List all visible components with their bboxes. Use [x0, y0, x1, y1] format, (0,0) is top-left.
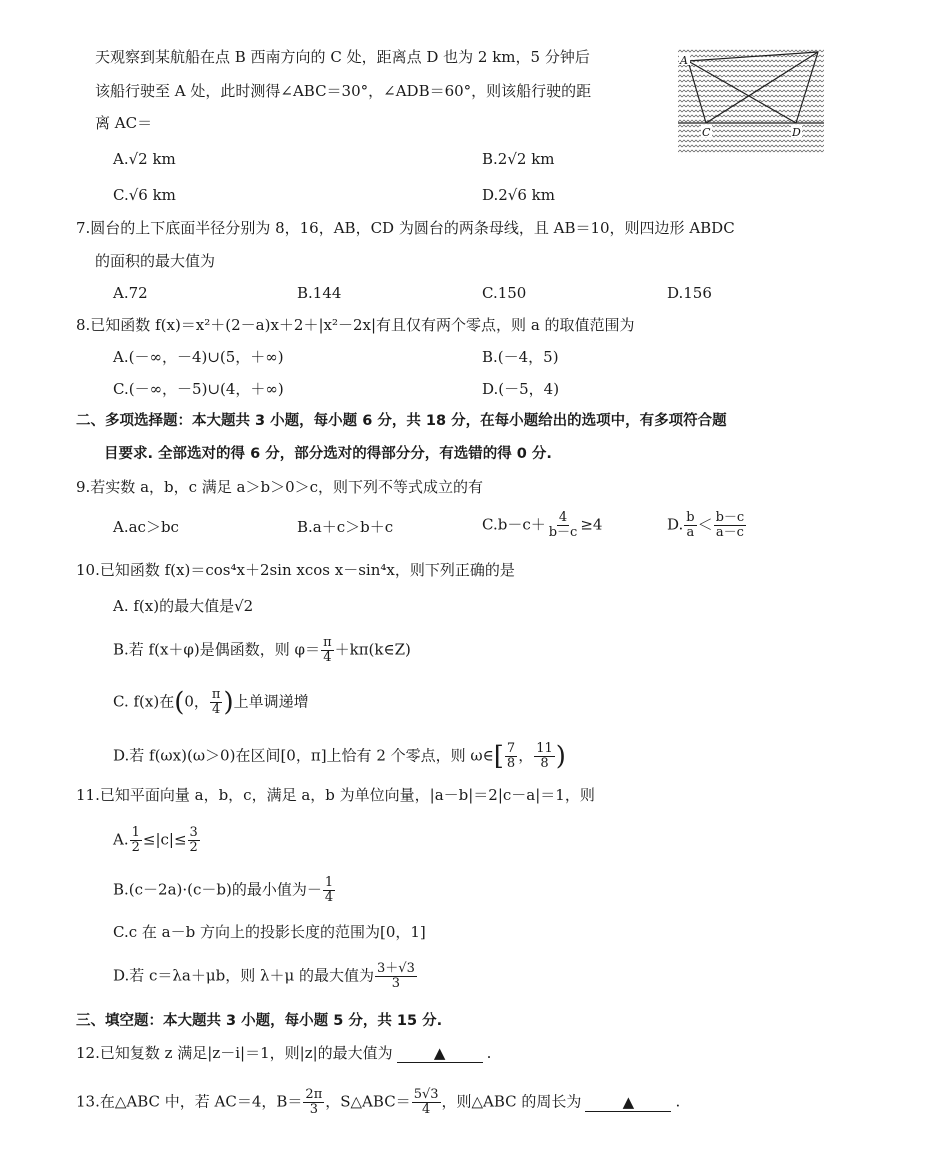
q13-answer-blank[interactable]: ▲	[585, 1093, 671, 1112]
q6-option-d: D.2√6 km	[482, 186, 555, 204]
q10-option-b: B.若 f(x＋φ)是偶函数，则 φ＝ $\frac{\pi}{4}$ ＋kπ(k∈Z)	[113, 635, 411, 665]
q9-stem: 9.若实数 a，b，c 满足 a＞b＞0＞c，则下列不等式成立的有	[76, 478, 484, 496]
label-c: C	[702, 126, 711, 139]
section-2-heading: 二、多项选择题：本大题共 3 小题，每小题 6 分，共 18 分，在每小题给出的选项中，有多项符合题	[76, 413, 727, 429]
q11-option-b: B.(c－2a)·(c－b)的最小值为－ $\frac{1}{4}$	[113, 875, 334, 905]
q6-option-a: A.√2 km	[113, 150, 176, 168]
q12-answer-blank[interactable]: ▲	[397, 1044, 483, 1063]
section-2-heading-cont: 目要求. 全部选对的得 6 分，部分选对的得部分分，有选错的得 0 分.	[104, 446, 552, 462]
q7-option-b: B.144	[297, 284, 342, 302]
q7-line-2: 的面积的最大值为	[95, 252, 216, 270]
q11-stem: 11.已知平面向量 a，b，c，满足 a，b 为单位向量，|a－b|＝2|c－a|＝1，则	[76, 786, 595, 804]
q10-stem: 10.已知函数 f(x)＝cos⁴x＋2sin xcos x－sin⁴x，则下列正确的是	[76, 561, 515, 579]
q8-option-c: C.(－∞，－5)∪(4，＋∞)	[113, 380, 284, 398]
label-a: A	[680, 54, 688, 67]
q10-option-d: D.若 f(ωx)(ω＞0)在区间[0，π]上恰有 2 个零点，则 ω∈[ $\frac{7}{8}$ ， $\frac{11}{8}$ )	[113, 741, 566, 772]
q13: 13.在△ABC 中，若 AC＝4，B＝ $\frac{2\pi}{3}$ ，S△ABC＝ $\frac{5√3}{4}$ ，则△ABC 的周长为 ▲ .	[76, 1087, 681, 1117]
q8-option-b: B.(－4，5)	[482, 348, 559, 366]
q9-option-d: D. $\frac{b}{a}$ ＜ $\frac{b-c}{a-c}$	[667, 510, 745, 540]
q9-option-b: B.a＋c＞b＋c	[297, 518, 394, 536]
q9-option-c: C.b－c＋ $\frac{4}{b-c}$ ≥4	[482, 510, 603, 540]
q8-option-d: D.(－5，4)	[482, 380, 560, 398]
q7-line-1: 7.圆台的上下底面半径分别为 8，16，AB，CD 为圆台的两条母线，且 AB＝10，则四边形 ABDC	[76, 219, 735, 237]
q7-option-c: C.150	[482, 284, 527, 302]
q12: 12.已知复数 z 满足|z－i|＝1，则|z|的最大值为 ▲ .	[76, 1044, 492, 1062]
q9-option-a: A.ac＞bc	[113, 518, 179, 536]
q6-line-3: 离 AC＝	[95, 114, 153, 132]
q10-option-c: C. f(x)在(0， $\frac{\pi}{4}$ )上单调递增	[113, 687, 309, 718]
q8-option-a: A.(－∞，－4)∪(5，＋∞)	[113, 348, 284, 366]
q6-option-c: C.√6 km	[113, 186, 176, 204]
section-3-heading: 三、填空题：本大题共 3 小题，每小题 5 分，共 15 分.	[76, 1013, 443, 1029]
q11-option-a: A. $\frac{1}{2}$ ≤|c|≤ $\frac{3}{2}$	[113, 825, 198, 855]
q10-option-a: A. f(x)的最大值是√2	[113, 597, 254, 615]
q7-option-a: A.72	[113, 284, 148, 302]
q6-line-2: 该船行驶至 A 处，此时测得∠ABC＝30°，∠ADB＝60°，则该船行驶的距	[95, 82, 592, 100]
q6-line-1: 天观察到某航船在点 B 西南方向的 C 处，距离点 D 也为 2 km，5 分钟后	[95, 48, 590, 66]
q7-option-d: D.156	[667, 284, 712, 302]
label-d: D	[792, 126, 801, 139]
ship-figure	[678, 49, 824, 153]
q11-option-c: C.c 在 a－b 方向上的投影长度的范围为[0，1]	[113, 923, 426, 941]
q8-stem: 8.已知函数 f(x)＝x²＋(2－a)x＋2＋|x²－2x|有且仅有两个零点，则 a 的取值范围为	[76, 316, 635, 334]
q11-option-d: D.若 c＝λa＋μb，则 λ＋μ 的最大值为 $\frac{3+√3}{3}$	[113, 961, 415, 991]
q6-option-b: B.2√2 km	[482, 150, 555, 168]
